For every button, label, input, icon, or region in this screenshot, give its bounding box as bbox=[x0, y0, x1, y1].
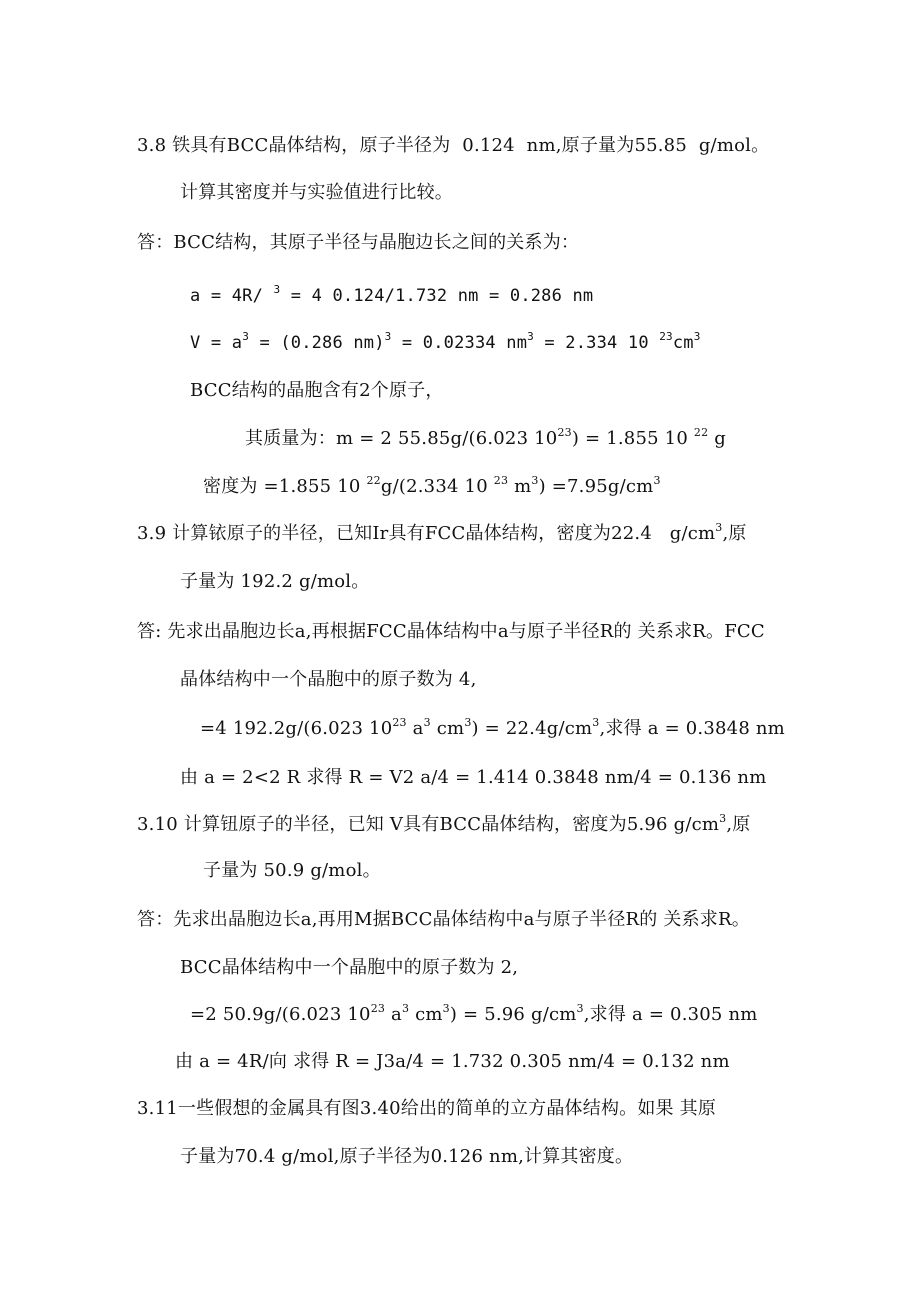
eq-text: g bbox=[708, 428, 726, 449]
eq-superscript: 22 bbox=[693, 426, 709, 439]
answer-3-9-line-1: 答: 先求出晶胞边长a,再根据FCC晶体结构中a与原子半径R的 关系求R。FCC bbox=[137, 621, 765, 642]
eq-superscript: 23 bbox=[659, 330, 673, 343]
eq-text: = 2.334 10 bbox=[533, 333, 660, 353]
eq-text: = 0.02334 nm bbox=[391, 333, 528, 353]
eq-text: a bbox=[385, 1004, 402, 1025]
eq-text: 其质量为：m = 2 55.85g/(6.023 10 bbox=[245, 428, 558, 449]
eq-text: a = 4R/ bbox=[190, 286, 274, 306]
equation-edge-length bbox=[190, 284, 593, 308]
eq-superscript: 3 bbox=[576, 1002, 584, 1015]
eq-text: = (0.286 nm) bbox=[249, 333, 385, 353]
bcc-atom-count-note: BCC结构的晶胞含有2个原子， bbox=[190, 380, 444, 401]
problem-3-8-line-2: 计算其密度并与实验值进行比较。 bbox=[180, 182, 453, 203]
eq-superscript: 3 bbox=[653, 474, 661, 487]
eq-text: =4 192.2g/(6.023 10 bbox=[200, 718, 393, 739]
problem-3-9-line-2: 子量为 192.2 g/mol。 bbox=[180, 571, 370, 592]
answer-3-8-intro: 答：BCC结构，其原子半径与晶胞边长之间的关系为： bbox=[137, 232, 580, 253]
equation-iridium-density bbox=[200, 717, 785, 741]
eq-superscript: 23 bbox=[370, 1002, 386, 1015]
eq-text: = 4 0.124/1.732 nm = 0.286 nm bbox=[280, 286, 594, 306]
eq-text: cm bbox=[672, 333, 694, 353]
eq-superscript: 3 bbox=[527, 330, 534, 343]
eq-superscript: 3 bbox=[693, 330, 701, 343]
equation-mass bbox=[245, 427, 726, 451]
answer-3-10-line-1: 答：先求出晶胞边长a,再用M据BCC晶体结构中a与原子半径R的 关系求R。 bbox=[137, 909, 750, 930]
q-text: 3.10 计算钮原子的半径，已知 V具有BCC晶体结构，密度为5.96 g/cm bbox=[137, 814, 720, 835]
eq-text: cm bbox=[409, 1004, 443, 1025]
eq-text: m bbox=[508, 476, 532, 497]
eq-superscript: 3 bbox=[592, 716, 600, 729]
answer-3-9-line-2: 晶体结构中一个晶胞中的原子数为 4, bbox=[180, 669, 477, 690]
equation-volume bbox=[190, 331, 701, 355]
eq-text: 密度为 =1.855 10 bbox=[203, 476, 367, 497]
eq-superscript: 3 bbox=[464, 716, 472, 729]
q-text: ,原 bbox=[726, 814, 751, 835]
eq-text: =2 50.9g/(6.023 10 bbox=[190, 1004, 371, 1025]
q-text: 3.9 计算铱原子的半径，已知Ir具有FCC晶体结构，密度为22.4 g/cm bbox=[137, 523, 716, 544]
eq-superscript: 3 bbox=[423, 716, 431, 729]
problem-3-10-line-1 bbox=[137, 813, 751, 837]
eq-text: ) = 22.4g/cm bbox=[471, 718, 593, 739]
eq-superscript: 23 bbox=[392, 716, 407, 729]
problem-3-11-line-2: 子量为70.4 g/mol,原子半径为0.126 nm,计算其密度。 bbox=[180, 1146, 634, 1167]
equation-iridium-radius: 由 a = 2<2 R 求得 R = V2 a/4 = 1.414 0.3848 nm/4 = 0.136 nm bbox=[180, 767, 767, 788]
equation-density bbox=[203, 475, 661, 499]
problem-3-9-line-1 bbox=[137, 522, 747, 546]
eq-text: ,求得 a = 0.3848 nm bbox=[599, 718, 785, 739]
eq-superscript: 3 bbox=[401, 1002, 410, 1015]
eq-text: ) = 5.96 g/cm bbox=[449, 1004, 577, 1025]
eq-text: ) =7.95g/cm bbox=[538, 476, 654, 497]
eq-superscript: 3 bbox=[384, 330, 392, 343]
eq-superscript: 3 bbox=[273, 283, 281, 296]
eq-superscript: 23 bbox=[557, 426, 572, 439]
q-text: ,原 bbox=[722, 523, 747, 544]
answer-3-10-line-2: BCC晶体结构中一个晶胞中的原子数为 2, bbox=[180, 957, 519, 978]
eq-superscript: 23 bbox=[493, 474, 509, 487]
eq-text: ) = 1.855 10 bbox=[571, 428, 694, 449]
problem-3-8-line-1: 3.8 铁具有BCC晶体结构，原子半径为 0.124 nm,原子量为55.85 g/mol。 bbox=[137, 135, 770, 156]
problem-3-11-line-1: 3.11一些假想的金属具有图3.40给出的简单的立方晶体结构。如果 其原 bbox=[137, 1098, 717, 1119]
eq-superscript: 3 bbox=[442, 1002, 450, 1015]
equation-vanadium-radius: 由 a = 4R/向 求得 R = J3a/4 = 1.732 0.305 nm/4 = 0.132 nm bbox=[175, 1051, 730, 1072]
eq-text: g/(2.334 10 bbox=[380, 476, 494, 497]
eq-text: ,求得 a = 0.305 nm bbox=[583, 1004, 758, 1025]
q-superscript: 3 bbox=[719, 812, 727, 825]
eq-text: V = a bbox=[190, 333, 243, 353]
eq-text: a bbox=[406, 718, 424, 739]
q-superscript: 3 bbox=[715, 521, 723, 534]
eq-superscript: 3 bbox=[531, 474, 539, 487]
equation-vanadium-density bbox=[190, 1003, 758, 1027]
eq-text: cm bbox=[430, 718, 465, 739]
eq-superscript: 3 bbox=[242, 330, 250, 343]
eq-superscript: 22 bbox=[366, 474, 381, 487]
problem-3-10-line-2: 子量为 50.9 g/mol。 bbox=[203, 860, 381, 881]
